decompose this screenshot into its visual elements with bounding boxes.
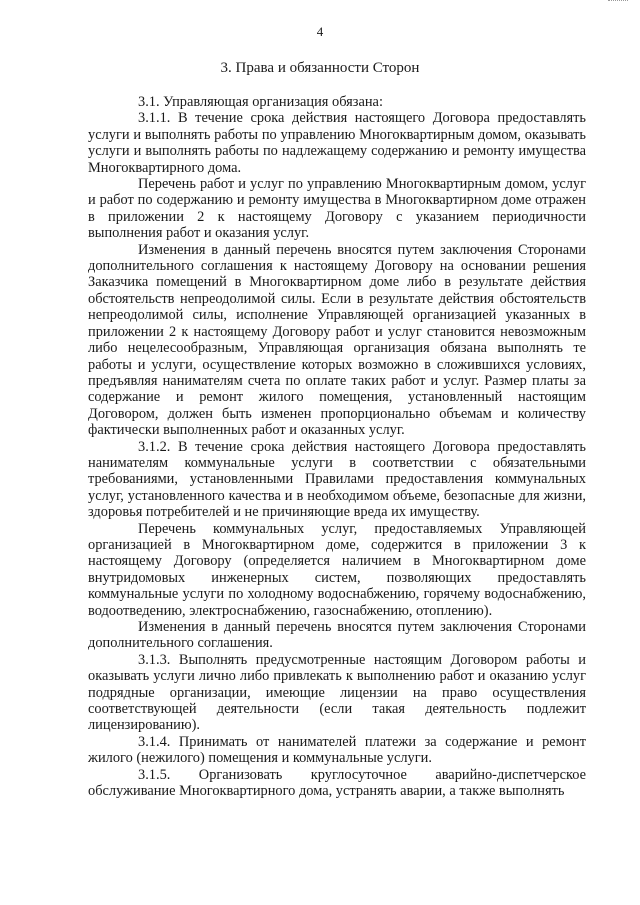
paragraph-3-1-4: 3.1.4. Принимать от нанимателей платежи за содержание и ремонт жилого (нежилого) помещения и коммунальные услуги.: [88, 733, 586, 767]
paragraph-3-1: 3.1. Управляющая организация обязана:: [138, 94, 383, 110]
paragraph-3-1-5: 3.1.5. Организовать круглосуточное аварийно-диспетчерское обслуживание Многоквартирного дома, устранять аварии, а также выполнять: [88, 766, 586, 800]
paragraph-works-list: Перечень работ и услуг по управлению Многоквартирным домом, услуг и работ по содержанию и ремонту имущества в Многоквартирном доме отражен в приложении 2 к настоящему Договору с указанием периодичности выполнения работ и оказания услуг.: [88, 176, 586, 242]
paragraph-utilities-list: Перечень коммунальных услуг, предоставляемых Управляющей организацией в Многоквартирном доме, содержится в приложении 3 к настоящему Договору (определяется наличием в Многоквартирном доме внутридомовых инженерных систем, позволяющих предоставлять коммунальные услуги по холодному водоснабжению, горячему водоснабжению, водоотведению, электроснабжению, газоснабжению, отоплению).: [88, 520, 586, 619]
paragraph-changes-force-majeure: Изменения в данный перечень вносятся путем заключения Сторонами дополнительного соглашения к настоящему Договору на основании решения Заказчика помещений в Многоквартирном доме либо в результате действия обстоятельств непреодолимой силы. Если в результате действия обстоятельств непреодолимой силы, исполнение Управляющей организацией указанных в приложении 2 к настоящему Договору работ и услуг становится невозможным либо нецелесообразным, Управляющая организация обязана выполнять те работы и услуги, осуществление которых возможно в сложившихся условиях, предъявляя нанимателям счета по оплате таких работ и услуг. Размер платы за содержание и ремонт жилого помещения, установленный настоящим Договором, должен быть изменен пропорционально объемам и количеству фактически выполненных работ и оказанных услуг.: [88, 241, 586, 439]
paragraph-3-1-2: 3.1.2. В течение срока действия настоящего Договора предоставлять нанимателям коммунальные услуги в соответствии с обязательными требованиями, установленными Правилами предоставления коммунальных услуг, установленного качества и в необходимом объеме, безопасные для жизни, здоровья потребителей и не причиняющие вреда их имуществу.: [88, 438, 586, 521]
paragraph-utilities-changes: Изменения в данный перечень вносятся путем заключения Сторонами дополнительного соглашения.: [88, 619, 586, 652]
page-number: 4: [316, 24, 324, 39]
paragraph-3-1-3: 3.1.3. Выполнять предусмотренные настоящим Договором работы и оказывать услуги лично либо привлекать к выполнению работ и оказанию услуг подрядные организации, имеющие лицензии на право осуществления соответствующей деятельности (если такая деятельность подлежит лицензированию).: [88, 651, 586, 734]
paragraph-3-1-1: 3.1.1. В течение срока действия настоящего Договора предоставлять услуги и выполнять работы по управлению Многоквартирным домом, оказывать услуги и выполнять работы по надлежащему содержанию и ремонту имущества Многоквартирного дома.: [88, 110, 586, 176]
scan-corner-mark: [608, 0, 628, 4]
document-body: [88, 94, 586, 799]
section-title: 3. Права и обязанности Сторон: [220, 60, 420, 76]
